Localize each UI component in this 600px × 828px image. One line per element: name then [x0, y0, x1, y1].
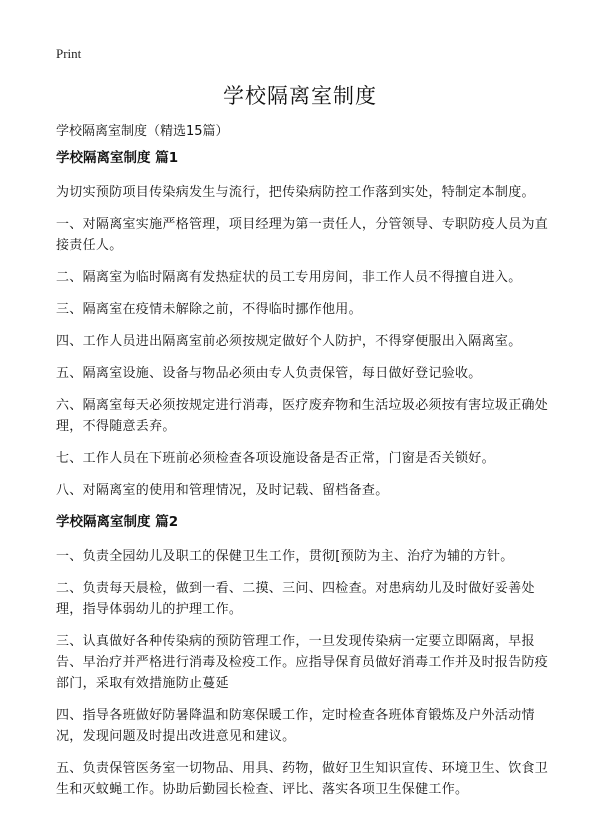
document-section: [56, 512, 556, 800]
paragraph: 二、负责每天晨检，做到一看、二摸、三问、四检查。对患病幼儿及时做好妥善处理，指导体弱幼儿的护理工作。: [56, 581, 535, 617]
paragraph: 为切实预防项目传染病发生与流行，把传染病防控工作落到实处，特制定本制度。: [56, 185, 535, 200]
paragraph: 五、负责保管医务室一切物品、用具、药物，做好卫生知识宣传、环境卫生、饮食卫生和灭蚊蝇工作。协助后勤园长检查、评比、落实各项卫生保健工作。: [56, 761, 549, 797]
paragraph: 一、负责全园幼儿及职工的保健卫生工作，贯彻[预防为主、治疗为辅的方针。: [56, 549, 514, 564]
document-body: [56, 148, 556, 811]
paragraph: 五、隔离室设施、设备与物品必须由专人负责保管，每日做好登记验收。: [56, 366, 482, 381]
paragraph: 七、工作人员在下班前必须检查各项设施设备是否正常，门窗是否关锁好。: [56, 451, 495, 466]
paragraph: 八、对隔离室的使用和管理情况，及时记载、留档备查。: [56, 483, 389, 498]
document-section: [56, 148, 556, 501]
paragraph: 六、隔离室每天必须按规定进行消毒，医疗废弃物和生活垃圾必须按有害垃圾正确处理，不得随意丢弃。: [56, 398, 549, 434]
paragraph: 三、隔离室在疫情未解除之前，不得临时挪作他用。: [56, 302, 362, 317]
print-link[interactable]: Print: [56, 46, 82, 61]
paragraph: 四、指导各班做好防暑降温和防寒保暖工作，定时检查各班体育锻炼及户外活动情况，发现问题及时提出改进意见和建议。: [56, 708, 535, 744]
paragraph: 三、认真做好各种传染病的预防管理工作，一旦发现传染病一定要立即隔离，早报告、早治疗并严格进行消毒及检疫工作。应指导保育员做好消毒工作并及时报告防疫部门，采取有效措施防止蔓延: [56, 634, 549, 691]
page-title: 学校隔离室制度: [223, 84, 377, 108]
paragraph: 一、对隔离室实施严格管理，项目经理为第一责任人，分管领导、专职防疫人员为直接责任人。: [56, 217, 549, 253]
section-heading: 学校隔离室制度 篇1: [56, 150, 179, 166]
document-subtitle: 学校隔离室制度（精选15篇）: [56, 124, 229, 139]
paragraph: 四、工作人员进出隔离室前必须按规定做好个人防护，不得穿便服出入隔离室。: [56, 334, 522, 349]
paragraph: 二、隔离室为临时隔离有发热症状的员工专用房间，非工作人员不得擅自进入。: [56, 270, 522, 285]
section-heading: 学校隔离室制度 篇2: [56, 514, 179, 530]
